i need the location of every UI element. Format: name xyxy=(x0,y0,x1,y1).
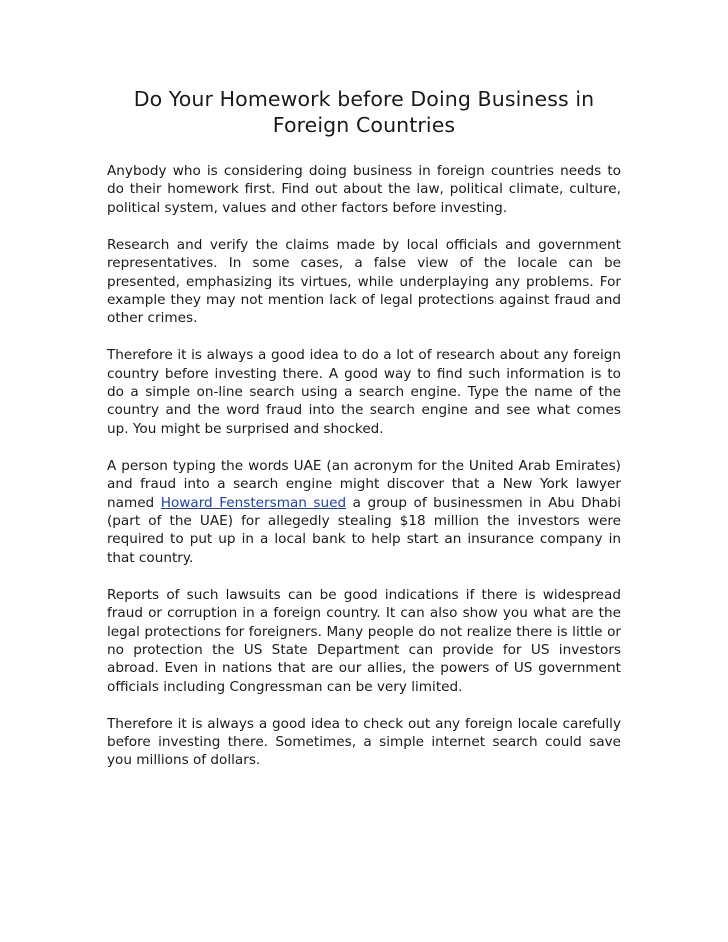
document-title: Do Your Homework before Doing Business in Foreign Countries xyxy=(133,87,595,137)
paragraph-uae-example xyxy=(107,457,621,567)
paragraph-uae-text-after: a group of businessmen in Abu Dhabi (part of the UAE) for allegedly stealing $18 million the investors were required to put up in a local bank to help start an insurance company in that country. xyxy=(107,494,621,566)
howard-fenstersman-link[interactable]: Howard Fenstersman sued xyxy=(160,494,347,511)
paragraph-conclusion: Therefore it is always a good idea to check out any foreign locale carefully before investing there. Sometimes, a simple internet search could save you millions of dollars. xyxy=(107,715,621,769)
paragraph-online-search: Therefore it is always a good idea to do a lot of research about any foreign country before investing there. A good way to find such information is to do a simple on-line search using a search engine. Type the name of the country and the word fraud into the search engine and see what comes up. You might be surprised and shocked. xyxy=(107,347,621,437)
document-page xyxy=(107,86,621,788)
paragraph-intro: Anybody who is considering doing business in foreign countries needs to do their homework first. Find out about the law, political climate, culture, political system, values and other factors before investing. xyxy=(107,163,621,216)
paragraph-research: Research and verify the claims made by local officials and government representatives. In some cases, a false view of the locale can be presented, emphasizing its virtues, while underplaying any problems. For example they may not mention lack of legal protections against fraud and other crimes. xyxy=(107,236,621,327)
paragraph-uae-text-before: A person typing the words UAE (an acronym for the United Arab Emirates) and fraud into a search engine might discover that a New York lawyer named xyxy=(107,457,621,511)
paragraph-lawsuits: Reports of such lawsuits can be good indications if there is widespread fraud or corruption in a foreign country. It can also show you what are the legal protections for foreigners. Many people do not realize there is little or no protection the US State Department can provide for US investors abroad. Even in nations that are our allies, the powers of US government officials including Congressman can be very limited. xyxy=(107,586,621,695)
